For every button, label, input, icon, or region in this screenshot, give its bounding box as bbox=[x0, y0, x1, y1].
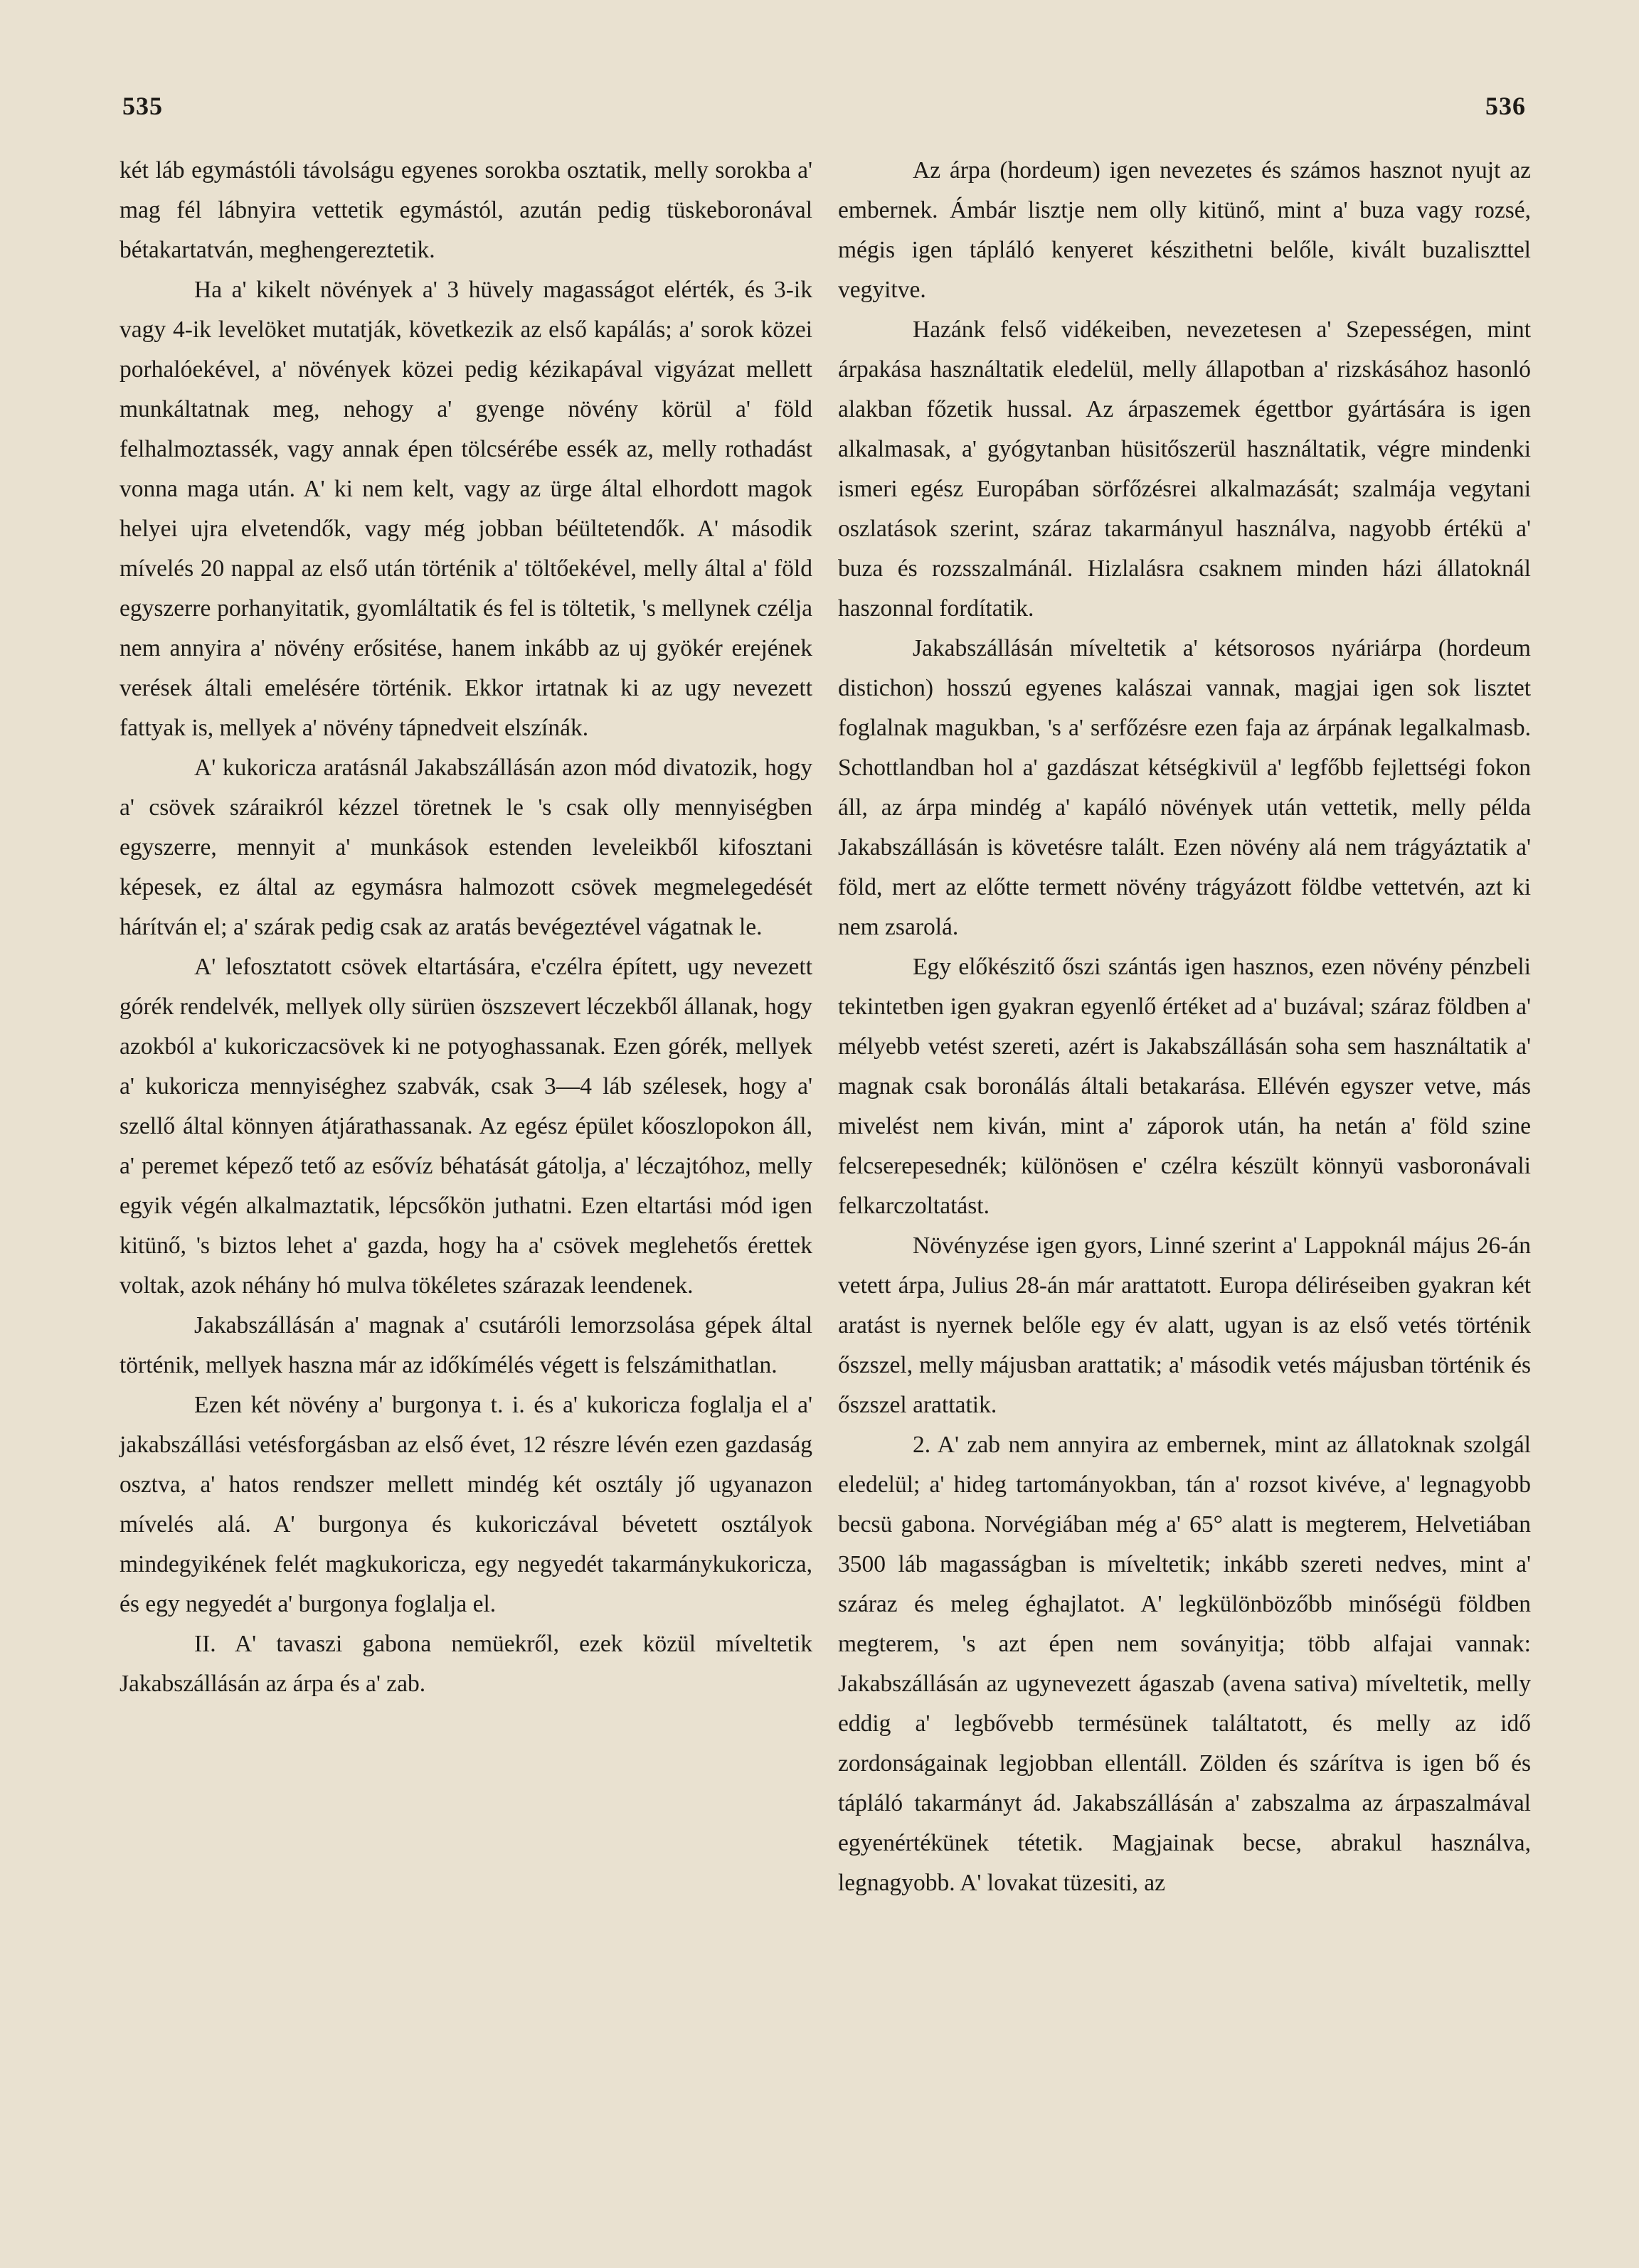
paragraph: Növényzése igen gyors, Linné szerint a' Lappoknál május 26-án vetett árpa, Julius 28-án már arattatott. Europa déliréseiben gyakran két aratást is nyernek belőle egy év alatt, ugyan is az első vetés történik őszszel, melly májusban arattatik; a' második vetés májusban történik és őszszel arattatik. bbox=[838, 1233, 1531, 1418]
page-number-left: 535 bbox=[122, 92, 163, 120]
page-number-right: 536 bbox=[1485, 92, 1526, 120]
left-text-column bbox=[120, 151, 812, 1704]
paragraph: II. A' tavaszi gabona nemüekről, ezek közül míveltetik Jakabszállásán az árpa és a' zab. bbox=[120, 1631, 812, 1697]
paragraph: A' lefosztatott csövek eltartására, e'czélra épített, ugy nevezett górék rendelvék, mellyek olly sürüen öszszevert léczekből állanak, hogy azokból a' kukoriczacsövek ki ne potyoghassanak. Ezen górék, mellyek a' kukoricza mennyiséghez szabvák, csak 3—4 láb szélesek, hogy a' szellő által könnyen átjárathassanak. Az egész épület kőoszlopokon áll, a' peremet képező tető az esővíz béhatását gátolja, a' léczajtóhoz, melly egyik végén alkalmaztatik, lépcsőkön juthatni. Ezen eltartási mód igen kitünő, 's biztos lehet a' gazda, hogy ha a' csövek meglehetős érettek voltak, azok néhány hó mulva tökéletes szárazak leendenek. bbox=[120, 954, 812, 1299]
paragraph: Hazánk felső vidékeiben, nevezetesen a' Szepességen, mint árpakása használtatik eledelül, melly állapotban a' rizskásához hasonló alakban főzetik hussal. Az árpaszemek égettbor gyártására is igen alkalmasak, a' gyógytanban hüsitőszerül használtatik, végre mindenki ismeri egész Europában sörfőzésrei alkalmazását; szalmája vegytani oszlatások szerint, száraz takarmányul használva, nagyobb értékü a' buza és rozsszalmánál. Hizlalásra csaknem minden házi állatoknál haszonnal fordítatik. bbox=[838, 316, 1531, 622]
right-text-column bbox=[838, 151, 1531, 1903]
paragraph: Ezen két növény a' burgonya t. i. és a' kukoricza foglalja el a' jakabszállási vetésforgásban az első évet, 12 részre lévén ezen gazdaság osztva, a' hatos rendszer mellett mindég két osztály jő ugyanazon mívelés alá. A' burgonya és kukoriczával bévetett osztályok mindegyikének felét magkukoricza, egy negyedét takarmánykukoricza, és egy negyedét a' burgonya foglalja el. bbox=[120, 1392, 812, 1617]
paragraph: két láb egymástóli távolságu egyenes sorokba osztatik, melly sorokba a' mag fél lábnyira vettetik egymástól, azután pedig tüskeboronával bétakartatván, meghengereztetik. bbox=[120, 157, 812, 263]
paragraph: Egy előkészitő őszi szántás igen hasznos, ezen növény pénzbeli tekintetben igen gyakran egyenlő értéket ad a' buzával; száraz földben a' mélyebb vetést szereti, azért is Jakabszállásán soha sem használtatik a' magnak csak boronálás általi betakarása. Ellévén egyszer vetve, más mivelést nem kiván, mint a' záporok után, ha netán a' föld szine felcserepesednék; különösen e' czélra készült könnyü vasboronávali felkarczoltatást. bbox=[838, 954, 1531, 1219]
paragraph: 2. A' zab nem annyira az embernek, mint az állatoknak szolgál eledelül; a' hideg tartományokban, tán a' rozsot kivéve, a' legnagyobb becsü gabona. Norvégiában még a' 65° alatt is megterem, Helvetiában 3500 láb magasságban is míveltetik; inkább szereti nedves, mint a' száraz és meleg éghajlatot. A' legkülönbözőbb minőségü földben megterem, 's azt épen nem soványitja; több alfajai vannak: Jakabszállásán az ugynevezett ágaszab (avena sativa) míveltetik, melly eddig a' legbővebb termésünek találtatott, és melly az idő zordonságainak legjobban ellentáll. Zölden és szárítva is igen bő és tápláló takarmányt ád. Jakabszállásán a' zabszalma az árpaszalmával egyenértékünek tétetik. Magjainak becse, abrakul használva, legnagyobb. A' lovakat tüzesiti, az bbox=[838, 1432, 1531, 1896]
paragraph: Jakabszállásán míveltetik a' kétsorosos nyáriárpa (hordeum distichon) hosszú egyenes kalászai vannak, magjai igen sok lisztet foglalnak magukban, 's a' serfőzésre ezen faja az árpának legalkalmasb. Schottlandban hol a' gazdászat kétségkivül a' legfőbb fejlettségi fokon áll, az árpa mindég a' kapáló növények után vettetik, melly példa Jakabszállásán is követésre talált. Ezen növény alá nem trágyáztatik a' föld, mert az előtte termett növény trágyázott földbe vettetvén, azt ki nem zsarolá. bbox=[838, 635, 1531, 940]
paragraph: A' kukoricza aratásnál Jakabszállásán azon mód divatozik, hogy a' csövek száraikról kézzel töretnek le 's csak olly mennyiségben egyszerre, mennyit a' munkások estenden leveleikből kifosztani képesek, ez által az egymásra halmozott csövek megmelegedését hárítván el; a' szárak pedig csak az aratás bevégeztével vágatnak le. bbox=[120, 755, 812, 940]
paragraph: Jakabszállásán a' magnak a' csutáróli lemorzsolása gépek által történik, mellyek haszna már az időkímélés végett is felszámithatlan. bbox=[120, 1312, 812, 1378]
paragraph: Ha a' kikelt növények a' 3 hüvely magasságot elérték, és 3-ik vagy 4-ik levelöket mutatják, következik az első kapálás; a' sorok közei porhalóekével, a' növények közei pedig kézikapával vigyázat mellett munkáltatnak meg, nehogy a' gyenge növény körül a' föld felhalmoztassék, vagy annak épen tölcsérébe essék az, melly rothadást vonna maga után. A' ki nem kelt, vagy az ürge által elhordott magok helyei ujra elvetendők, vagy még jobban béültetendők. A' második mívelés 20 nappal az első után történik a' töltőekével, melly által a' föld egyszerre porhanyitatik, gyomláltatik és fel is töltetik, 's mellynek czélja nem annyira a' növény erősitése, hanem inkább az uj gyökér erejének verések általi emelésére történik. Ekkor irtatnak ki az ugy nevezett fattyak is, mellyek a' növény tápnedveit elszínák. bbox=[120, 277, 812, 741]
paragraph: Az árpa (hordeum) igen nevezetes és számos hasznot nyujt az embernek. Ámbár lisztje nem olly kitünő, mint a' buza vagy rozsé, mégis igen tápláló kenyeret készithetni belőle, kivált buzaliszttel vegyitve. bbox=[838, 157, 1531, 303]
